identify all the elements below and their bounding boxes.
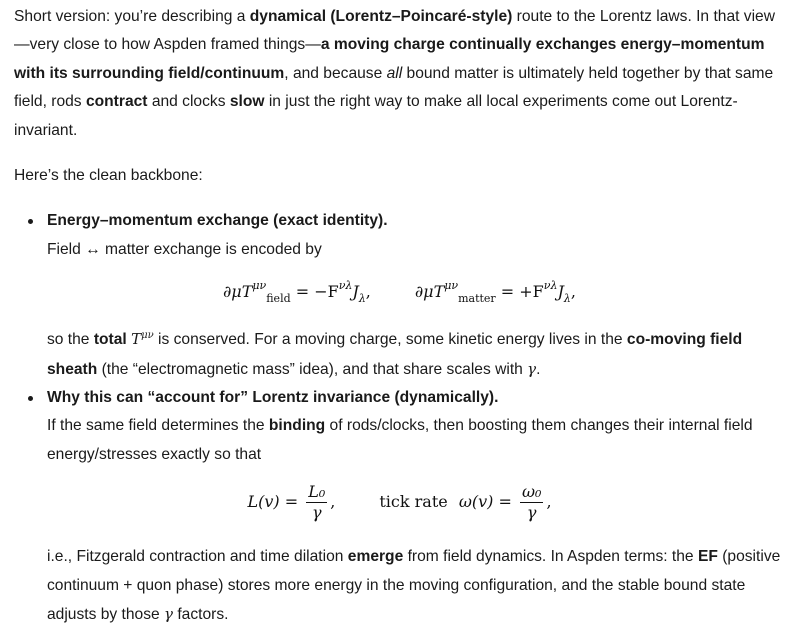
equation-exchange bbox=[7, 264, 792, 322]
response-body bbox=[14, 3, 792, 630]
bullet-heading-text: Why this can “account for” Lorentz invariance (dynamically). bbox=[47, 389, 499, 407]
intro-bold-dynamical: dynamical (Lorentz–Poincaré-style) bbox=[249, 8, 513, 25]
intro-text: , and because bbox=[284, 64, 387, 82]
bullet-follow-text: i.e., Fitzgerald contraction and time dilation emerge from field dynamics. In Aspden terms: the EF (positive continuum + quon phase) stores more energy in the moving configuration, and the stable bound state adjusts by those γ factors. bbox=[47, 548, 781, 624]
bold-total: total bbox=[93, 331, 127, 349]
intro-text: route to the Lorentz laws. In that view —very close to how Aspden framed things— bbox=[14, 8, 775, 54]
bullet-heading-text: Energy–momentum exchange (exact identity). bbox=[47, 212, 388, 230]
bullet-follow-text: so the total $T^{\mu\nu}$ is conserved. For a moving charge, some kinetic energy lives in the co-moving field sheath (the “electromagnetic mass” idea), and that share scales with γ. bbox=[47, 330, 743, 378]
bullet-line: Field ↔ matter exchange is encoded by bbox=[47, 240, 322, 258]
bullet-heading bbox=[47, 207, 792, 235]
intro-text: in just the right way to make all local experiments come out Lorentz-invariant. bbox=[14, 93, 738, 139]
bold-ef: EF bbox=[697, 548, 718, 566]
equation-contraction bbox=[7, 469, 792, 535]
intro-bold-exchange: a moving charge continually exchanges energy–momentum with its surrounding field/continuum bbox=[14, 36, 765, 82]
bullet-item-exchange bbox=[14, 207, 792, 384]
bullet-heading bbox=[47, 384, 792, 412]
intro-italic-all: all bbox=[386, 64, 403, 82]
math-tensor: $T^{\mu\nu}$ bbox=[131, 330, 154, 349]
equation-length: L(v) = $\frac{\text{L₀}}{\gamma}$ , bbox=[247, 481, 336, 522]
equation-field: $\partial\mu T^{\mu\nu}_{field} = -F^{\nu\lambda}J_\lambda$, bbox=[223, 279, 371, 306]
equation-tick-rate: tick rate ω(v) = $\frac{\text{ω₀}}{\gamma}$ , bbox=[379, 481, 552, 522]
bold-field-sheath: co-moving field sheath bbox=[47, 331, 743, 378]
bullet-item-invariance bbox=[14, 384, 792, 629]
intro-bold-slow: slow bbox=[229, 93, 265, 111]
intro-text: and clocks bbox=[147, 93, 230, 111]
bold-binding: binding bbox=[268, 417, 326, 435]
intro-text: bound matter is ultimately held together by that same field, rods bbox=[14, 64, 774, 111]
intro-paragraph bbox=[14, 3, 792, 145]
bullet-list bbox=[14, 207, 792, 629]
math-gamma: γ bbox=[527, 359, 537, 378]
bullet-body: If the same field determines the binding of rods/clocks, then boosting them changes their internal field energy/stresses exactly so that bbox=[47, 417, 753, 463]
equation-matter: $\partial\mu T^{\mu\nu}_{matter} = +F^{\nu\lambda}J_\lambda$, bbox=[414, 279, 576, 306]
intro-text: Short version: you’re describing a bbox=[14, 8, 250, 25]
math-gamma: γ bbox=[164, 605, 173, 624]
lead-line: Here’s the clean backbone: bbox=[14, 167, 203, 185]
intro-bold-contract: contract bbox=[85, 93, 148, 111]
bold-emerge: emerge bbox=[347, 548, 404, 566]
